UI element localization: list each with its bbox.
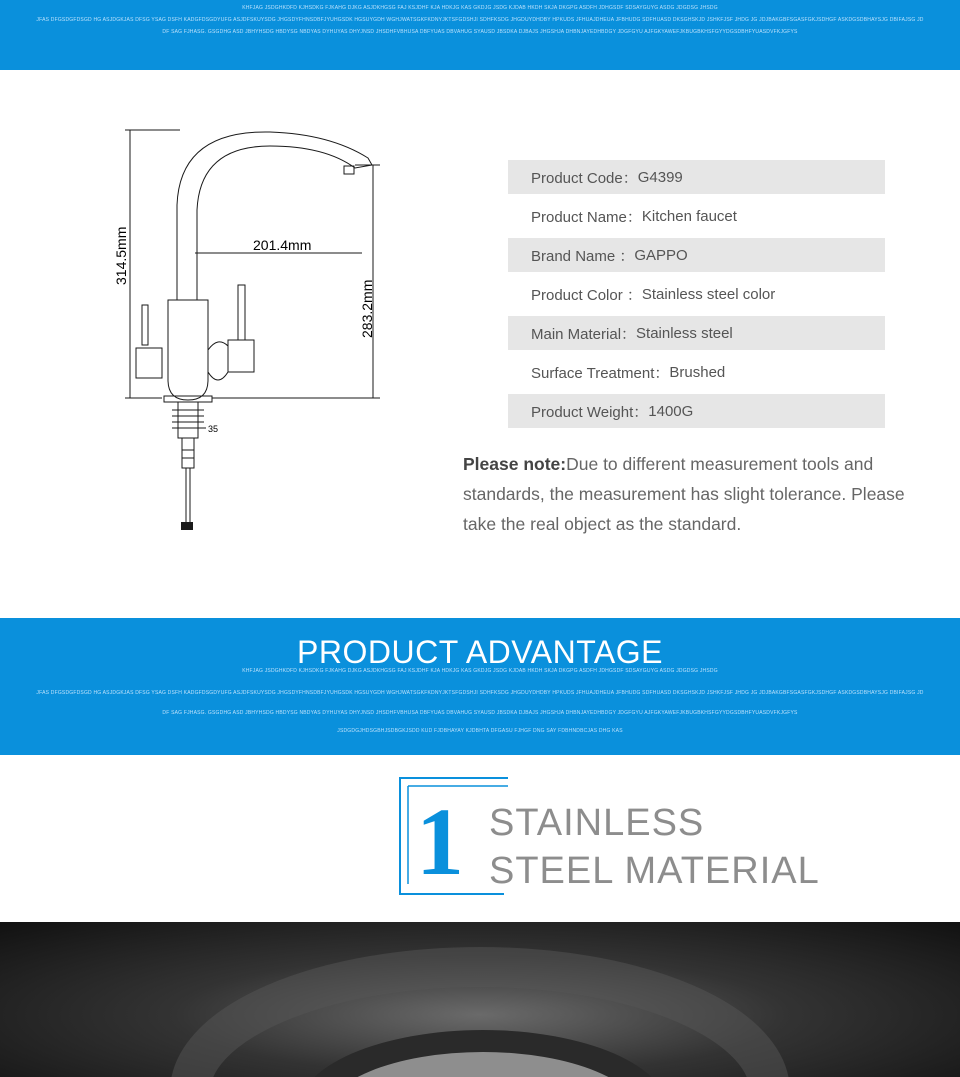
faucet-dimension-diagram xyxy=(100,110,400,540)
banner-micro-text: JSDGDGJHDSGBHJSDBGKJSDD KUD FJDBHAYAY KJDBHTA DFGASU FJHGF DNG SAY FDBHNDBCJAS DHG KAS xyxy=(337,728,623,734)
feature-number: 1 xyxy=(416,788,464,895)
spout-reach-label: 201.4mm xyxy=(253,237,312,253)
spec-row-brand-name xyxy=(508,238,885,272)
measurement-note xyxy=(463,449,933,539)
top-banner xyxy=(0,0,960,70)
spec-label: Surface Treatment： xyxy=(531,364,670,382)
overall-height-label: 314.5mm xyxy=(113,226,129,285)
feature-title-line-1: STAINLESS xyxy=(489,802,705,844)
advantage-title: PRODUCT ADVANTAGE xyxy=(297,634,663,670)
feature-title-line-2: STEEL MATERIAL xyxy=(489,850,820,892)
spec-label: Product Weight： xyxy=(531,403,649,421)
spec-value: Stainless steel xyxy=(636,324,733,342)
banner-micro-text: JFAS DFGSDGFDSGD HG ASJDGKJAS DFSG YSAG DSFH KADGFDSGDYUFG ASJDFSKUYSDG JHGSDYFHNSDBFJYUHGSDK HGSUYGDH WGHJWATSGKFKDNYJKTSFGDSHJI SDHFKSDG JHGDUYDHDBY HPKUDS JFHUAJDHEUA JFBHUDG SDFHUASD DKSGHSKJD JSHKFJSF JHDG JG JDJBAKGBFSGASFGKJSDHGF ASKDGSDBHAYSJG DBIFAJSG JD xyxy=(36,690,924,696)
spec-row-main-material xyxy=(508,316,885,350)
spec-table xyxy=(508,160,885,433)
spec-label: Main Material： xyxy=(531,325,637,343)
spec-value: Kitchen faucet xyxy=(641,207,737,225)
spec-value: Stainless steel color xyxy=(641,285,776,303)
hole-size-label: 35 xyxy=(208,424,219,434)
spec-value: GAPPO xyxy=(634,246,688,264)
spec-row-surface-treatment xyxy=(508,355,885,389)
banner-micro-text: JFAS DFGSDGFDSGD HG ASJDGKJAS DFSG YSAG DSFH KADGFDSGDYUFG ASJDFSKUYSDG JHGSDYFHNSDBFJYUHGSDK HGSUYGDH WGHJWATSGKFKDNYJKTSFGDSHJI SDHFKSDG JHGDUYDHDBY HPKUDS JFHUAJDHEUA JFBHUDG SDFHUASD DKSGHSKJD JSHKFJSF JHDG JG JDJBAKGBFSGASFGKJSDHGF ASKDGSDBHAYSJG DBIFAJSG JD xyxy=(36,17,924,23)
spec-label: Brand Name ： xyxy=(531,247,635,265)
spec-row-product-weight xyxy=(508,394,885,428)
spec-label: Product Code： xyxy=(531,169,638,187)
spec-row-product-name xyxy=(508,199,885,233)
spec-value: 1400G xyxy=(648,402,694,420)
spec-row-product-code xyxy=(508,160,885,194)
spout-height-label: 283.2mm xyxy=(359,279,375,338)
spec-value: Brushed xyxy=(669,363,726,381)
banner-micro-text: DF SAG FJHASG. GSGDHG ASD JBHYHSDG HBDYSG NBDYAS DYHUYAS DHYJNSD JHSDHFVBHUSA DBFYUAS DBVAHUG SYAUSD JBSDKA DJBAJS JHGSHJA DHBNJAYEDHBDGY JDGFGYU AJFGKYAWEFJKBUGBKHSFGYYDGSDBHFYUASDVFKJGFYS xyxy=(162,710,798,716)
product-photo xyxy=(0,922,960,1077)
spec-label: Product Color ： xyxy=(531,286,642,304)
sink-basin-image xyxy=(0,922,960,1077)
note-label: Please note: xyxy=(463,454,567,474)
note-text: Due to different measurement tools and standards, the measurement has slight tolerance. Please take the real object as the standard. xyxy=(463,454,905,534)
banner-micro-text: DF SAG FJHASG. GSGDHG ASD JBHYHSDG HBDYSG NBDYAS DYHUYAS DHYJNSD JHSDHFVBHUSA DBFYUAS DBVAHUG SYAUSD JBSDKA DJBAJS JHGSHJA DHBNJAYEDHBDGY JDGFGYU AJFGKYAWEFJKBUGBKHSFGYYDGSDBHFYUASDVFKJGFYS xyxy=(162,29,798,35)
spec-row-product-color xyxy=(508,277,885,311)
spec-value: G4399 xyxy=(637,168,683,186)
spec-label: Product Name： xyxy=(531,208,642,226)
banner-micro-text: KHFJAG JSDGHKDFD KJHSDKG FJKAHG DJKG ASJDKHGSG FAJ KSJDHF KJA HDKJG KAS GKDJG JSDG KJDAB HKDH SKJA DKGPG ASDFH JDHGSDF SDSAYGUYG ASDG JDGDSG JHSDG xyxy=(242,668,718,674)
banner-micro-text: KHFJAG JSDGHKDFD KJHSDKG FJKAHG DJKG ASJDKHGSG FAJ KSJDHF KJA HDKJG KAS GKDJG JSDG KJDAB HKDH SKJA DKGPG ASDFH JDHGSDF SDSAYGUYG ASDG JDGDSG JHSDG xyxy=(242,5,718,11)
